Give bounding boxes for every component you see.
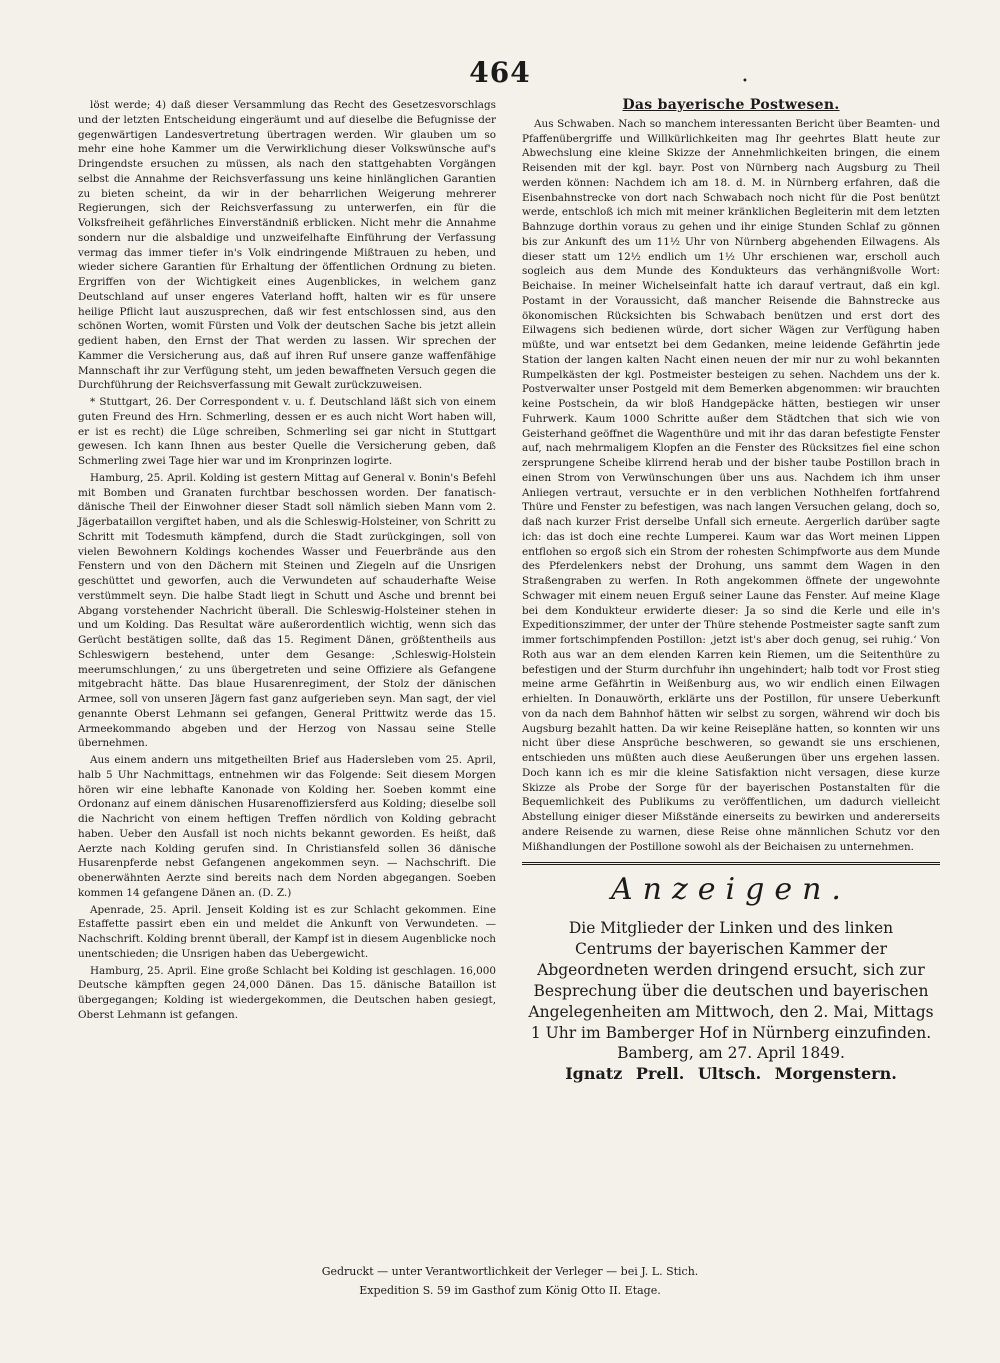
left-column (78, 98, 496, 1025)
article-paragraph: Hamburg, 25. April. Kolding ist gestern Mittag auf General v. Bonin's Befehl mit Bomben und Granaten furchtbar beschossen worden. Der fanatisch-dänische Theil der Einwohner dieser Stadt soll nämlich sieben Mann vom 2. Jägerbataillon vergiftet haben, und als die Schleswig-Holsteiner, von Schritt zu Schritt mit Todesmuth kämpfend, durch die Stadt zurückgingen, soll von vielen Bewohnern Koldings kochendes Wasser und Feuerbrände aus den Fenstern und von den Dächern mit Steinen und Ziegeln auf die Unsrigen geschüttet und geworfen, auch die Verwundeten auf schauderhafte Weise verstümmelt seyn. Die halbe Stadt liegt in Schutt und Asche und brennt bei Abgang vorstehender Nachricht überall. Die Schleswig-Holsteiner stehen in und um Kolding. Das Resultat wäre außerordentlich wichtig, wenn sich das Gerücht bestätigen sollte, daß das 15. Regiment Dänen, größtentheils aus Schleswigern bestehend, unter dem Gesange: ‚Schleswig-Holstein meerumschlungen,‘ zu uns übergetreten und seine Offiziere als Gefangene mitgebracht hätte. Das blaue Husarenregiment, der Stolz der dänischen Armee, soll von unseren Jägern fast ganz aufgerieben seyn. Man sagt, der viel genannte Oberst Lehmann sei gefangen, General Prittwitz werde das 15. Armeekommando abgeben und der Herzog von Nassau seine Stelle übernehmen. (78, 471, 496, 750)
divider (522, 862, 940, 865)
article-paragraph: Hamburg, 25. April. Eine große Schlacht bei Kolding ist geschlagen. 16,000 Deutsche kämpften gegen 24,000 Dänen. Das 15. dänische Bataillon ist übergegangen; Kolding ist wiedergekommen, die Deutschen haben gesiegt, Oberst Lehmann ist gefangen. (78, 964, 496, 1021)
page-number: 464 (469, 56, 531, 89)
ad-signers: Ignatz Prell. Ultsch. Morgenstern. (565, 1063, 897, 1083)
right-column (522, 98, 940, 1082)
ads-heading: Anzeigen. (611, 872, 851, 908)
article-paragraph: Apenrade, 25. April. Jenseit Kolding ist es zur Schlacht gekommen. Eine Estaffette passirt eben ein und meldet die Ankunft von Verwundeten. — Nachschrift. Kolding brennt überall, der Kampf ist in diesem Augenblicke noch unentschieden; die Unsrigen haben das Uebergewicht. (78, 903, 496, 960)
ornament-dot: • (742, 76, 748, 87)
ad-place-date: Bamberg, am 27. April 1849. (617, 1044, 845, 1062)
article-paragraph: Aus Schwaben. Nach so manchem interessanten Bericht über Beamten- und Pfaffenübergriffe und Willkürlichkeiten mag Ihr geehrtes Blatt heute zur Abwechslung eine kleine Skizze der Annehmlichkeiten bringen, die einem Reisenden mit der kgl. bayr. Post von Nürnberg nach Augsburg zu Theil werden können: Nachdem ich am 18. d. M. in Nürnberg erfahren, daß die Eisenbahnstrecke von dort nach Schwabach noch nicht für die Post benützt werde, entschloß ich mich mit meiner kränklichen Begleiterin mit dem letzten Bahnzuge dorthin voraus zu gehen und ihr einige Stunden Schlaf zu gönnen bis zur Ankunft des um 11½ Uhr von Nürnberg abgehenden Eilwagens. Als dieser statt um 12½ endlich um 1½ Uhr erschienen war, erscholl auch sogleich aus dem Munde des Kondukteurs das verhängnißvolle Wort: Beichaise. In meiner Wichelseinfalt hatte ich darauf vertraut, daß ein kgl. Postamt in der Voraussicht, daß mancher Reisende die Bahnstrecke aus ökonomischen Rücksichten bis Schwabach benützen und erst dort des Eilwagens sich bedienen würde, dort sicher Wägen zur Verfügung haben müßte, und war entsetzt bei dem Gedanken, meine leidende Gefährtin jede Station der langen kalten Nacht einen neuen der mir nur zu wohl bekannten Rumpelkästen der kgl. Postmeister besteigen zu sehen. Nachdem uns der k. Postverwalter unser Postgeld mit dem Bemerken abgenommen: wir brauchten keine Postschein, da wir bloß Handgepäcke hätten, bestiegen wir unser Fuhrwerk. Kaum 1000 Schritte außer dem Städtchen that sich wie von Geisterhand geöffnet die Wagenthüre und mit ihr das daran befestigte Fenster auf, nach mehrmaligem Klopfen an die Fenster des Rücksitzes fiel eine schon zersprungene Scheibe klirrend herab und der bisher taube Postillon brach in einen Strom von Verwünschungen über uns aus. Nachdem ich ihm unser Anliegen vertraut, versuchte er in den verblichen Nothhelfen fortfahrend Thüre und Fenster zu befestigen, was nach langen Versuchen gelang, doch so, daß nach kurzer Frist derselbe Unfall sich erneute. Aergerlich darüber sagte ich: das ist doch eine rechte Lumperei. Kaum war das Wort meinen Lippen entflohen so ergoß sich ein Strom der rohesten Schimpfworte aus dem Munde des Pferdelenkers nebst der Drohung, uns sammt dem Wagen in den Straßengraben zu werfen. In Roth angekommen öffnete der ungewohnte Schwager mit einem neuen Erguß seiner Laune das Fenster. Auf meine Klage bei dem Kondukteur erwiderte dieser: Ja so sind die Kerle und eile in's Expeditionszimmer, der unter der Thüre stehende Postmeister sagte sanft zum immer fortschimpfenden Postillon: ‚jetzt ist's aber doch genug, sei ruhig.‘ Von Roth aus war an dem elenden Karren kein Riemen, um die Seitenthüre zu befestigen und der Sturm durchfuhr ihn ungehindert; halb todt vor Frost stieg meine arme Gefährtin in Weißenburg aus, wo wir endlich einen Eilwagen erhielten. In Donauwörth, erklärte uns der Postillon, für unsere Ueberkunft von da nach dem Bahnhof hätten wir selbst zu sorgen, während wir doch bis Augsburg bezahlt hatten. Da wir keine Reisepläne hatten, so konnten wir uns nicht über diese Ansprüche beschweren, so gewandt sie uns erschienen, entschieden uns müßten auch diese Aeußerungen über uns ergehen lassen. Doch kann ich es mir die kleine Satisfaktion nicht versagen, diese kurze Skizze als Probe der Sorge für der bayerischen Postanstalten für die Bequemlichkeit des Publikums zu veröffentlichen, um dadurch vielleicht Abstellung einiger dieser Mißstände einerseits zu bewirken und andererseits andere Reisende zu warnen, diese Reise ohne männlichen Schutz vor den Mißhandlungen der Postillone sowohl als der Beichaisen zu unternehmen. (522, 117, 940, 853)
article-paragraph: * Stuttgart, 26. Der Correspondent v. u. f. Deutschland läßt sich von einem guten Freund des Hrn. Schmerling, dessen er es auch nicht Wort haben will, er ist es recht) die Lüge schreiben, Schmerling sei gar nicht in Stuttgart gewesen. Ich kann Ihnen aus bester Quelle die Versicherung geben, daß Schmerling zwei Tage hier war und im Kronprinzen logirte. (78, 396, 496, 467)
ad-text: Die Mitglieder der Linken und des linken Centrums der bayerischen Kammer der Abgeordneten werden dringend ersucht, sich zur Besprechung über die deutschen und bayerischen Angelegenheiten am Mittwoch, den 2. Mai, Mittags 1 Uhr im Bamberger Hof in Nürnberg einzufinden. (528, 919, 934, 1042)
article-paragraph: löst werde; 4) daß dieser Versammlung das Recht des Gesetzesvorschlags und der letzten Entscheidung eingeräumt und auf dieselbe die Befugnisse der gegenwärtigen Landesvertretung übertragen werden. Wir glauben um so mehr eine hohe Kammer um die Verwirklichung dieser Volkswünsche auf's Dringendste ersuchen zu müssen, als nach den stattgehabten Vorgängen selbst die Annahme der Reichsverfassung uns keine hinlänglichen Garantien zu bieten scheint, da wir in der beharrlichen Weigerung mehrerer Regierungen, sich der Reichsverfassung zu unterwerfen, ein für die Volksfreiheit gefährliches Einverständniß erblicken. Nicht mehr die Annahme sondern nur die alsbaldige und unzweifelhafte Einführung der Verfassung vermag das immer tiefer in's Volk eindringende Mißtrauen zu heben, und wieder sichere Garantien für Erhaltung der öffentlichen Ordnung zu bieten. Ergriffen von der Wichtigkeit eines Augenblickes, in welchem ganz Deutschland auf unser engeres Vaterland hofft, halten wir es für unsere heilige Pflicht laut auszusprechen, daß wir fest entschlossen sind, aus den schönen Worten, womit Fürsten und Volk der deutschen Sache bis jetzt allein gedient haben, den Ernst der That werden zu lassen. Wir sprechen der Kammer die Versicherung aus, daß auf ihren Ruf unsere ganze waffenfähige Mannschaft ihr zur Verfügung steht, um jeden bewaffneten Versuch gegen die Durchführung der Reichsverfassung mit Gewalt zurückzuweisen. (78, 99, 496, 392)
imprint-footer (250, 1262, 770, 1300)
imprint-line: Gedruckt — unter Verantwortlichkeit der Verleger — bei J. L. Stich. (321, 1265, 699, 1278)
article-paragraph: Aus einem andern uns mitgetheilten Brief aus Hadersleben vom 25. April, halb 5 Uhr Nachmittags, entnehmen wir das Folgende: Seit diesem Morgen hören wir eine lebhafte Kanonade von Kolding her. Soeben kommt eine Ordonanz auf einem dänischen Husarenoffiziersferd aus Kolding; dieselbe soll die Nachricht von einem heftigen Treffen nördlich von Kolding gebracht haben. Ueber den Ausfall ist noch nichts bekannt geworden. Es heißt, daß Aerzte nach Kolding gerufen sind. In Christiansfeld sollen 36 dänische Husarenpferde nebst Gefangenen angekommen seyn. — Nachschrift. Die obenerwähnten Aerzte sind bereits nach dem Norden abgegangen. Soeben kommen 14 gefangene Dänen an. (D. Z.) (78, 754, 496, 899)
section-heading: Das bayerische Postwesen. (622, 97, 840, 113)
imprint-line: Expedition S. 59 im Gasthof zum König Otto II. Etage. (359, 1284, 661, 1297)
